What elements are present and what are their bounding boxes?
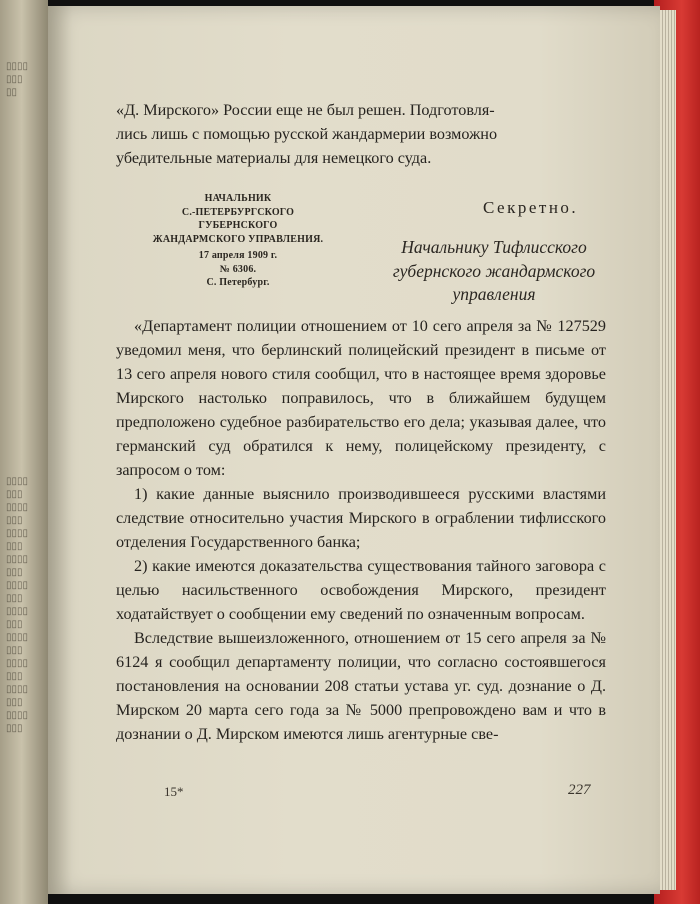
body-paragraph: Вследствие вышеизложенного, отношением от 15 сего апреля за № 6124 я сообщил департаменту полиции, что согласно состоявшегося постановления на основании 208 статьи устава уг. суд. дознание о Д. Мирском 20 марта сего года за № 5000 препровождено вам и что в дознании о Д. Мирском имеются лишь агентурные све- bbox=[116, 629, 606, 743]
facing-page-text-fragment: ▯▯▯▯ ▯▯▯ ▯▯ bbox=[6, 61, 29, 98]
letterhead-title: НАЧАЛЬНИК bbox=[204, 193, 272, 204]
body-paragraph: 1) какие данные выяснило производившееся русскими властями следствие относительно участия Мирского в ограблении тифлисского отделения Государственного банка; bbox=[116, 485, 606, 551]
intro-line: «Д. Мирского» России еще не был решен. Подготовля- bbox=[116, 101, 495, 119]
intro-line: лись лишь с помощью русской жандармерии возможно bbox=[116, 125, 498, 143]
addressee-line: губернского жандармского bbox=[392, 260, 596, 281]
facing-page-text-fragment: ▯▯▯▯ ▯▯▯ ▯▯▯▯ ▯▯▯ ▯▯▯▯ ▯▯▯ ▯▯▯▯ ▯▯▯ ▯▯▯▯ ▯▯▯ ▯▯▯▯ ▯▯▯ ▯▯▯▯ ▯▯▯ ▯▯▯▯ ▯▯▯ ▯▯▯▯ ▯▯▯ ▯▯▯▯ ▯▯▯ bbox=[6, 476, 29, 734]
signature-mark: 15* bbox=[164, 784, 184, 799]
secret-mark: Секретно. bbox=[483, 198, 579, 217]
letterhead-date: 17 апреля 1909 г. bbox=[198, 250, 278, 261]
addressee-line: управления bbox=[452, 284, 536, 304]
letterhead-number: № 6306. bbox=[219, 263, 257, 275]
letterhead bbox=[150, 192, 326, 290]
addressee bbox=[378, 236, 610, 307]
intro-paragraph bbox=[116, 98, 606, 170]
addressee-line: Начальнику Тифлисского bbox=[401, 237, 587, 257]
body-paragraph: 2) какие имеются доказательства существования тайного заговора с целью насильственного освобождения Мирского, президент ходатайствует о сообщении ему сведений по означенным вопросам. bbox=[116, 557, 606, 623]
letterhead-place: С. Петербург. bbox=[206, 277, 270, 288]
letterhead-org: С.-ПЕТЕРБУРГСКОГО ГУБЕРНСКОГО bbox=[181, 206, 295, 231]
letterhead-org: ЖАНДАРМСКОГО УПРАВЛЕНИЯ. bbox=[152, 233, 324, 245]
body-paragraph: «Департамент полиции отношением от 10 сего апреля за № 127529 уведомил меня, что берлинский полицейский президент в письме от 13 сего апреля нового стиля сообщил, что в настоящее время здоровье Мирского настолько поправилось, что в ближайшем будущем предположено судебное разбирательство его дела; указывая далее, что германский суд обратился к нему, полицейскому президенту, с запросом о том: bbox=[116, 317, 606, 479]
letter-body bbox=[116, 314, 606, 746]
page-number: 227 bbox=[568, 782, 591, 798]
book-page bbox=[48, 6, 660, 894]
facing-page-edge bbox=[0, 0, 48, 904]
intro-line: убедительные материалы для немецкого суда. bbox=[116, 149, 432, 167]
